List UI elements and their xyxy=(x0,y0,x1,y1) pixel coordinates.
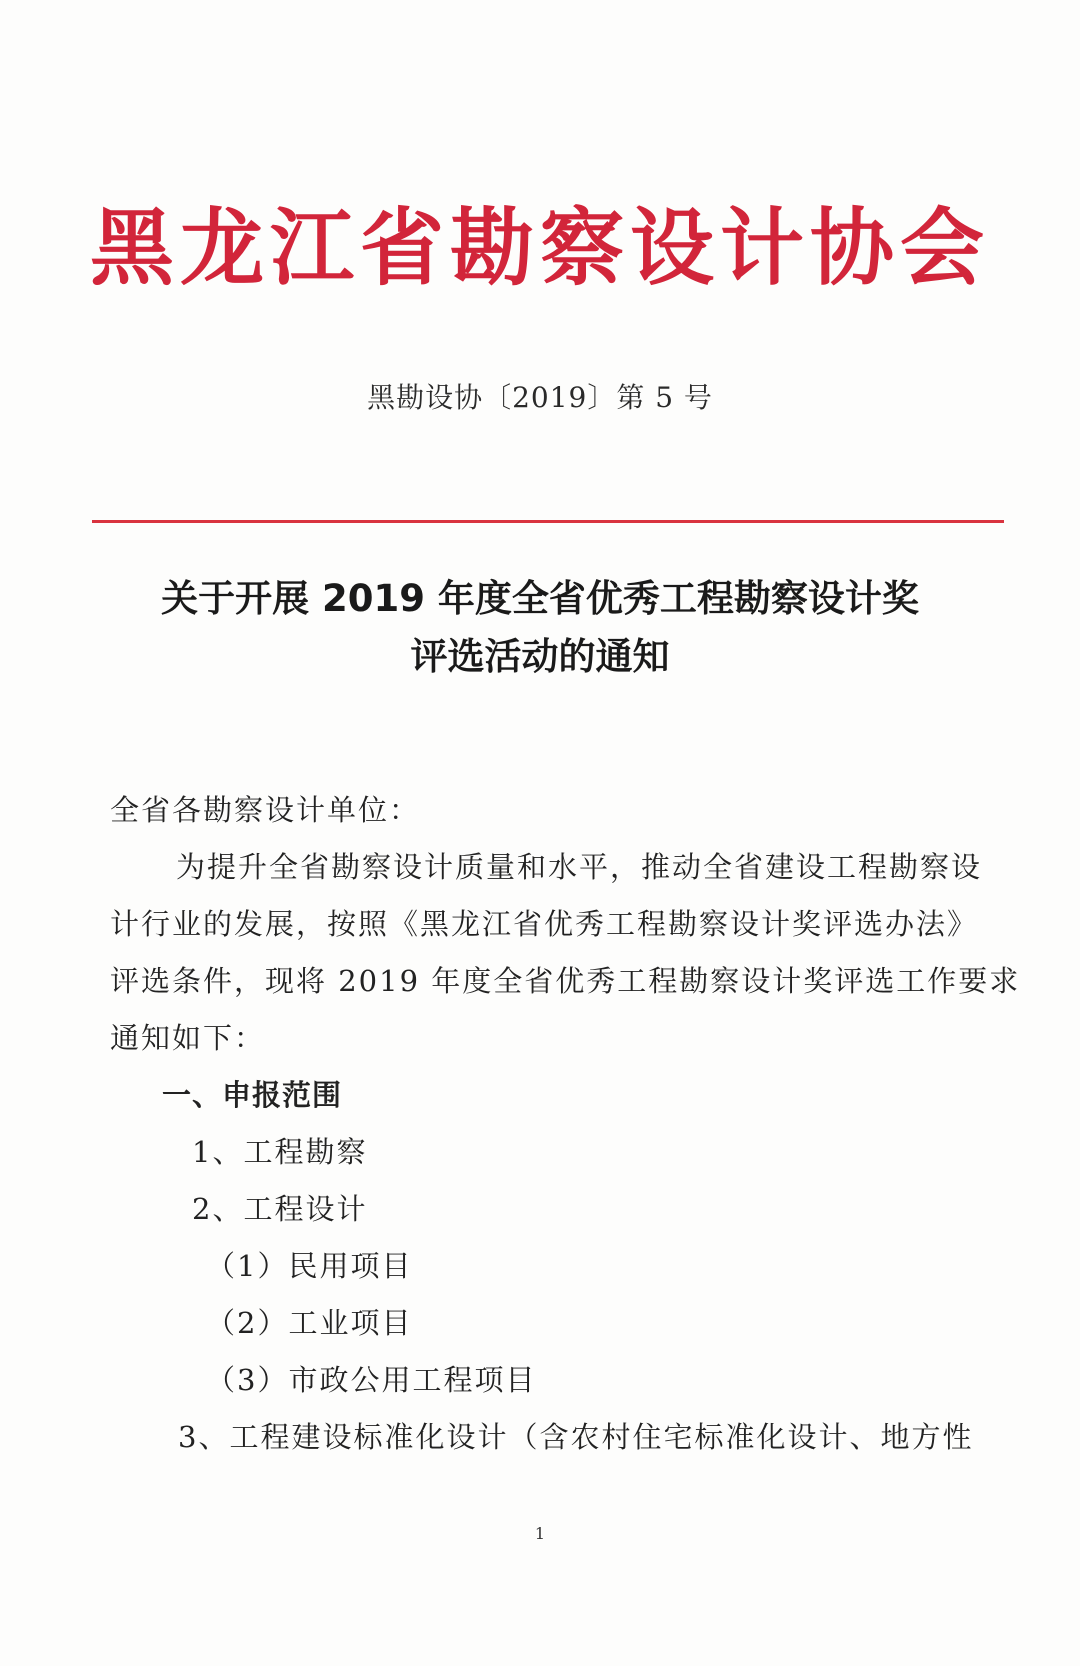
list-item-1: 1、工程勘察 xyxy=(192,1135,368,1169)
paragraph-1-line-4: 通知如下： xyxy=(110,1021,266,1055)
paragraph-1-line-3: 评选条件，现将 2019 年度全省优秀工程勘察设计奖评选工作要求 xyxy=(110,964,1021,998)
notice-title-line-1: 关于开展 2019 年度全省优秀工程勘察设计奖 xyxy=(161,577,919,620)
salutation: 全省各勘察设计单位： xyxy=(110,793,421,827)
notice-title-line-2: 评选活动的通知 xyxy=(410,635,670,678)
list-item-2: 2、工程设计 xyxy=(192,1192,368,1226)
paragraph-1-line-1: 为提升全省勘察设计质量和水平，推动全省建设工程勘察设 xyxy=(176,850,983,884)
sub-item-1: （1）民用项目 xyxy=(206,1249,413,1283)
notice-title xyxy=(100,570,980,686)
organization-header: 黑龙江省勘察设计协会 xyxy=(89,199,990,297)
section-1-heading: 一、申报范围 xyxy=(162,1078,343,1112)
page-number: 1 xyxy=(534,1524,546,1543)
notice-body xyxy=(110,782,1021,1466)
document-number: 黑勘设协〔2019〕第 5 号 xyxy=(367,381,713,414)
sub-item-2: （2）工业项目 xyxy=(206,1306,413,1340)
paragraph-1-line-2: 计行业的发展，按照《黑龙江省优秀工程勘察设计奖评选办法》 xyxy=(110,907,979,941)
list-item-3: 3、工程建设标准化设计（含农村住宅标准化设计、地方性 xyxy=(178,1420,974,1454)
red-divider-rule xyxy=(92,520,1004,523)
sub-item-3: （3）市政公用工程项目 xyxy=(206,1363,537,1397)
